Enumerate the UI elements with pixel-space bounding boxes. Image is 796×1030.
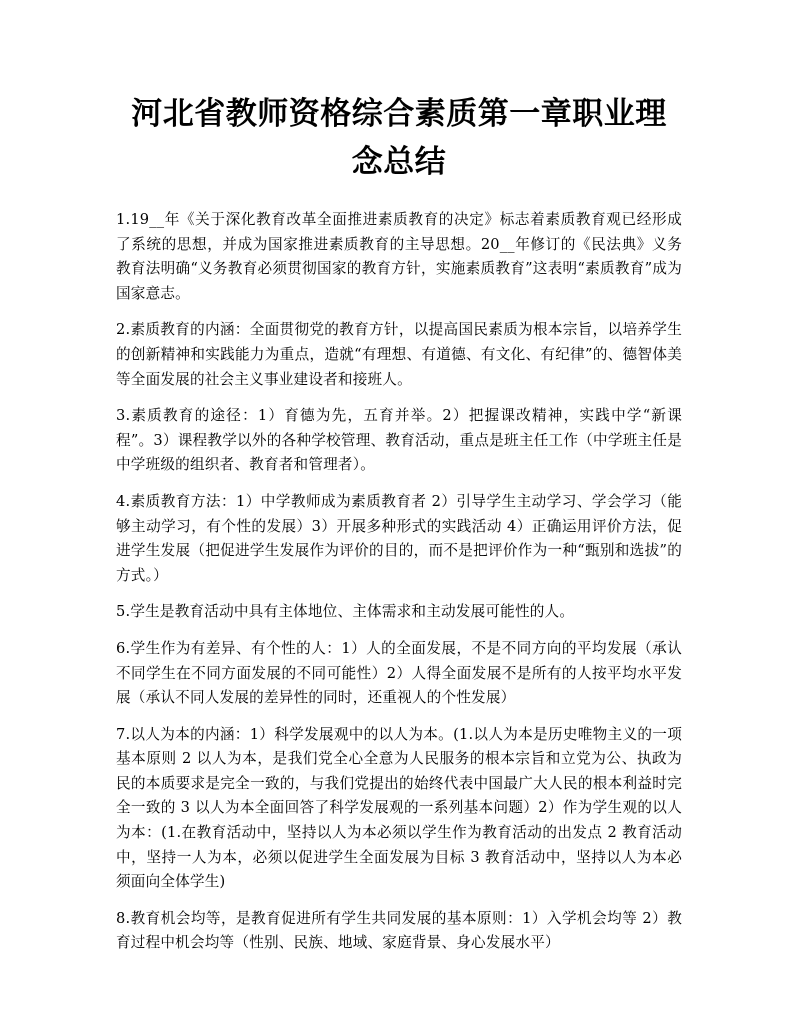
paragraph-8: 8.教育机会均等，是教育促进所有学生共同发展的基本原则：1）入学机会均等 2）教育过程中机会均等（性别、民族、地域、家庭背景、身心发展水平）	[116, 909, 682, 952]
paragraph-7: 7.以人为本的内涵：1）科学发展观中的以人为本。(1.以人为本是历史唯物主义的一项基本原则 2 以人为本，是我们党全心全意为人民服务的根本宗旨和立党为公、执政为民的本质要求是完全一致的，与我们党提出的始终代表中国最广大人民的根本利益时完全一致的 3 以人为本全面回答了科学发展观的一系列基本问题）2）作为学生观的以人为本：(1.在教育活动中，坚持以人为本必须以学生作为教育活动的出发点 2 教育活动中，坚持一人为本，必须以促进学生全面发展为目标 3 教育活动中，坚持以人为本必须面向全体学生)	[116, 725, 682, 891]
paragraph-1: 1.19__年《关于深化教育改革全面推进素质教育的决定》标志着素质教育观已经形成了系统的思想，并成为国家推进素质教育的主导思想。20__年修订的《民法典》义务教育法明确“义务教育必须贯彻国家的教育方针，实施素质教育”这表明“素质教育”成为国家意志。	[116, 211, 682, 302]
paragraph-2: 2.素质教育的内涵：全面贯彻党的教育方针，以提高国民素质为根本宗旨，以培养学生的创新精神和实践能力为重点，造就“有理想、有道德、有文化、有纪律”的、德智体美等全面发展的社会主义事业建设者和接班人。	[116, 321, 682, 388]
paragraph-6: 6.学生作为有差异、有个性的人：1）人的全面发展，不是不同方向的平均发展（承认不同学生在不同方面发展的不同可能性）2）人得全面发展不是所有的人按平均水平发展（承认不同人发展的差异性的同时，还重视人的个性发展）	[116, 639, 682, 707]
document-title: 河北省教师资格综合素质第一章职业理念总结	[131, 96, 667, 180]
paragraph-3: 3.素质教育的途径：1）育德为先，五育并举。2）把握课改精神，实践中学“新课程”。3）课程教学以外的各种学校管理、教育活动，重点是班主任工作（中学班主任是中学班级的组织者、教育者和管理者）。	[116, 407, 682, 474]
paragraph-4: 4.素质教育方法：1）中学教师成为素质教育者 2）引导学生主动学习、学会学习（能够主动学习，有个性的发展）3）开展多种形式的实践活动 4）正确运用评价方法，促进学生发展（把促进学生发展作为评价的目的，而不是把评价作为一种“甄别和选拔”的方式。）	[116, 492, 682, 584]
paragraph-5: 5.学生是教育活动中具有主体地位、主体需求和主动发展可能性的人。	[116, 603, 575, 621]
